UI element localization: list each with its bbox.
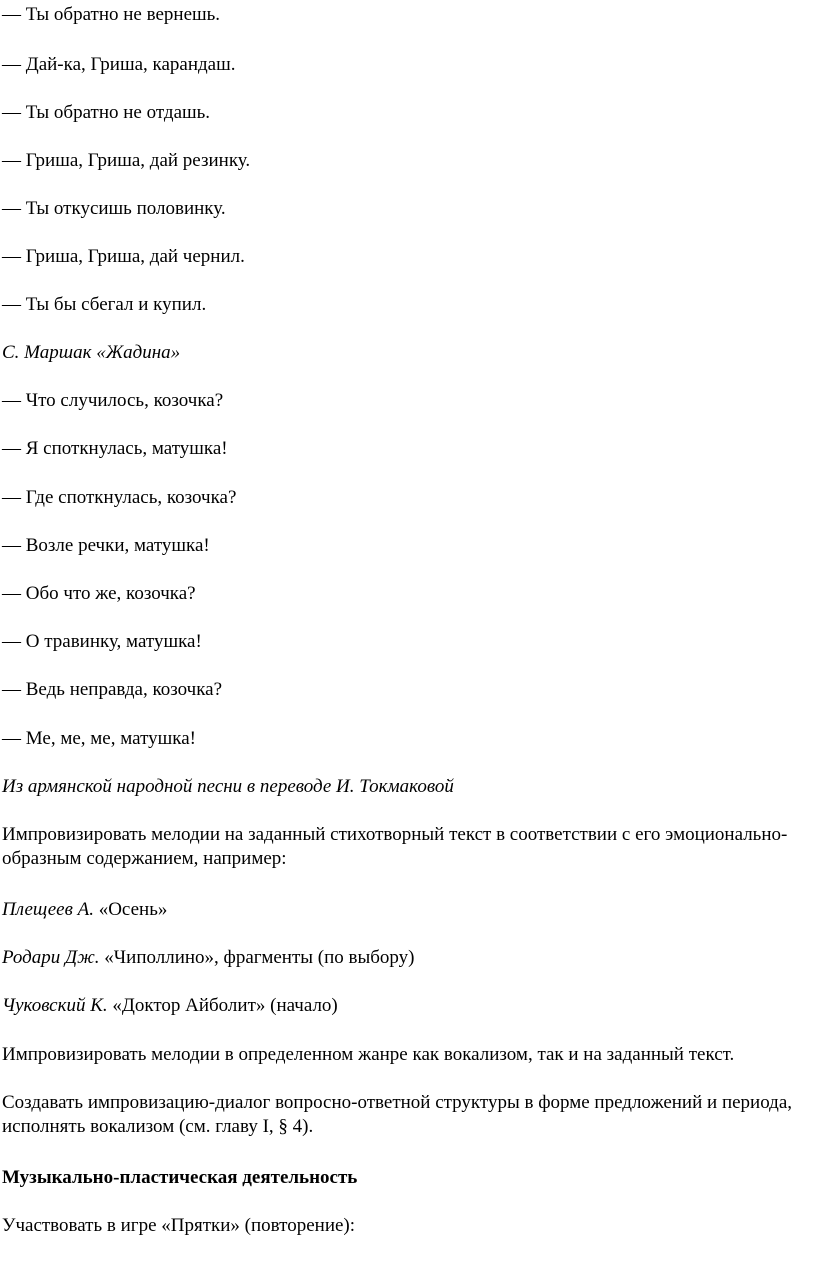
task-paragraph: Создавать импровизацию-диалог вопросно-ответной структуры в форме предложений и периода, исполнять вокализом (см. главу I, § 4). [2,1092,793,1137]
task-paragraph: Импровизировать мелодии на заданный стихотворный текст в соответствии с его эмоционально-образным содержанием, например: [2,824,788,869]
dialogue-line: — Гриша, Гриша, дай резинку. [2,150,251,171]
work-entry [2,946,814,970]
source-citation: Из армянской народной песни в переводе И. Токмаковой [2,776,454,797]
work-entry [2,898,814,922]
dialogue-line: — Дай-ка, Гриша, карандаш. [2,54,236,75]
work-title: «Доктор Айболит» (начало) [107,995,338,1016]
dialogue-line: — Ты откусишь половинку. [2,198,226,219]
dialogue-line: — Где споткнулась, козочка? [2,487,237,508]
dialogue-line: — Гриша, Гриша, дай чернил. [2,246,245,267]
dialogue-line: — Я споткнулась, матушка! [2,438,228,459]
dialogue-line: — Ты обратно не вернешь. [2,4,221,25]
work-title: «Чиполлино», фрагменты (по выбору) [99,947,415,968]
dialogue-line: — Ты бы сбегал и купил. [2,294,207,315]
work-author: Чуковский К. [2,995,108,1016]
work-author: Плещеев А. [2,899,94,920]
dialogue-line: — Что случилось, козочка? [2,390,224,411]
source-citation: С. Маршак «Жадина» [2,342,181,363]
dialogue-line: — Ведь неправда, козочка? [2,679,223,700]
dialogue-line: — Ме, ме, ме, матушка! [2,728,196,749]
dialogue-line: — Возле речки, матушка! [2,535,210,556]
dialogue-line: — Обо что же, козочка? [2,583,196,604]
dialogue-line: — Ты обратно не отдашь. [2,102,211,123]
work-entry [2,994,814,1018]
task-paragraph: Участвовать в игре «Прятки» (повторение): [2,1215,356,1236]
dialogue-line: — О травинку, матушка! [2,631,202,652]
work-title: «Осень» [93,899,168,920]
task-paragraph: Импровизировать мелодии в определенном жанре как вокализом, так и на заданный текст. [2,1044,735,1065]
work-author: Родари Дж. [2,947,100,968]
section-heading: Музыкально-пластическая деятельность [2,1167,358,1188]
